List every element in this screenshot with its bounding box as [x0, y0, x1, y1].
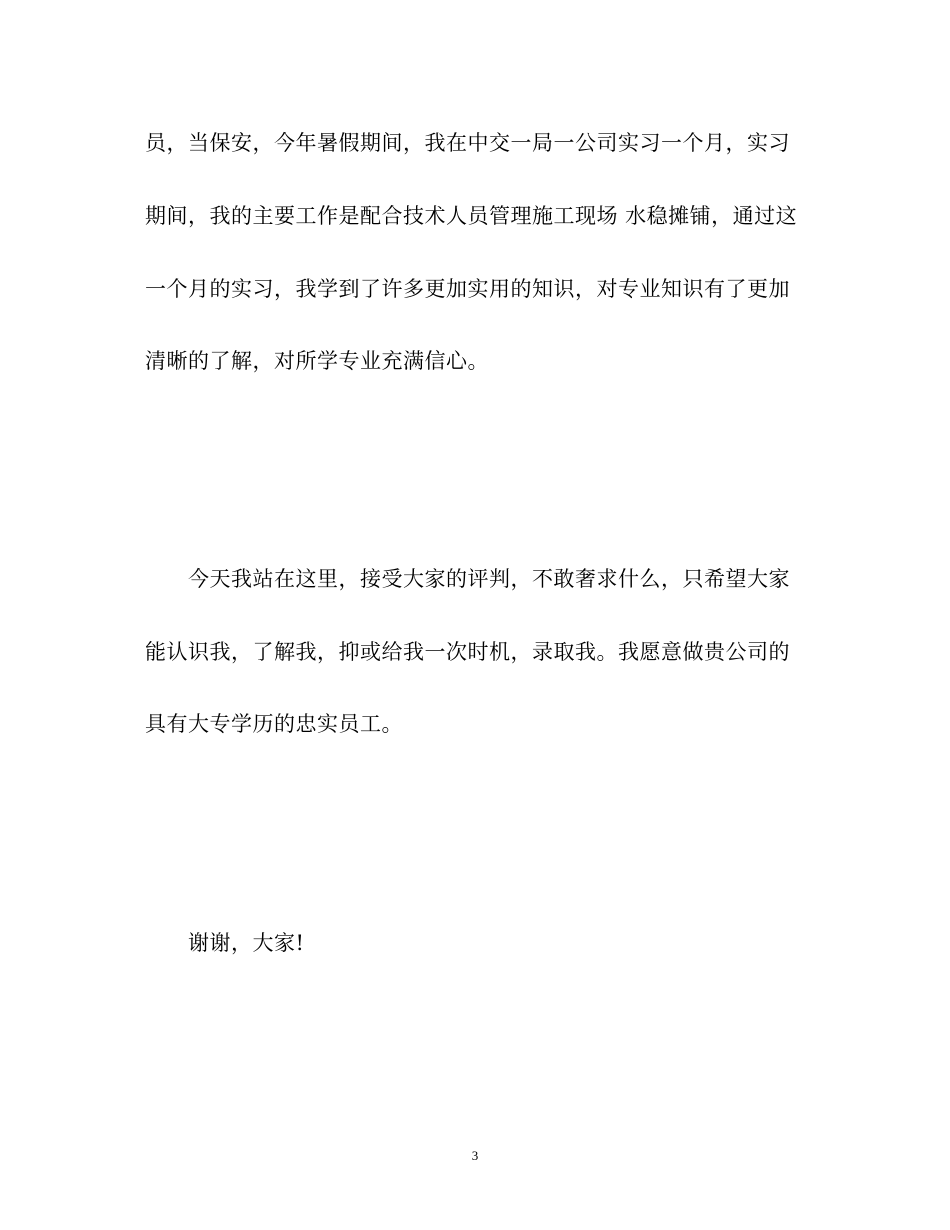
paragraph-line: 清晰的了解，对所学专业充满信心。 [145, 349, 489, 373]
paragraph-line: 一个月的实习，我学到了许多更加实用的知识，对专业知识有了更加 [145, 277, 790, 301]
paragraph-line: 期间，我的主要工作是配合技术人员管理施工现场 水稳摊铺，通过这 [145, 204, 798, 228]
closing-thanks: 谢谢，大家! [188, 931, 305, 955]
paragraph-line: 员，当保安，今年暑假期间，我在中交一局一公司实习一个月，实习 [145, 131, 790, 155]
page-number: 3 [471, 1148, 479, 1163]
paragraph-line: 具有大专学历的忠实员工。 [145, 712, 403, 736]
paragraph-line: 今天我站在这里，接受大家的评判，不敢奢求什么，只希望大家 [188, 567, 790, 591]
paragraph-line: 能认识我，了解我，抑或给我一次时机，录取我。我愿意做贵公司的 [145, 640, 790, 664]
